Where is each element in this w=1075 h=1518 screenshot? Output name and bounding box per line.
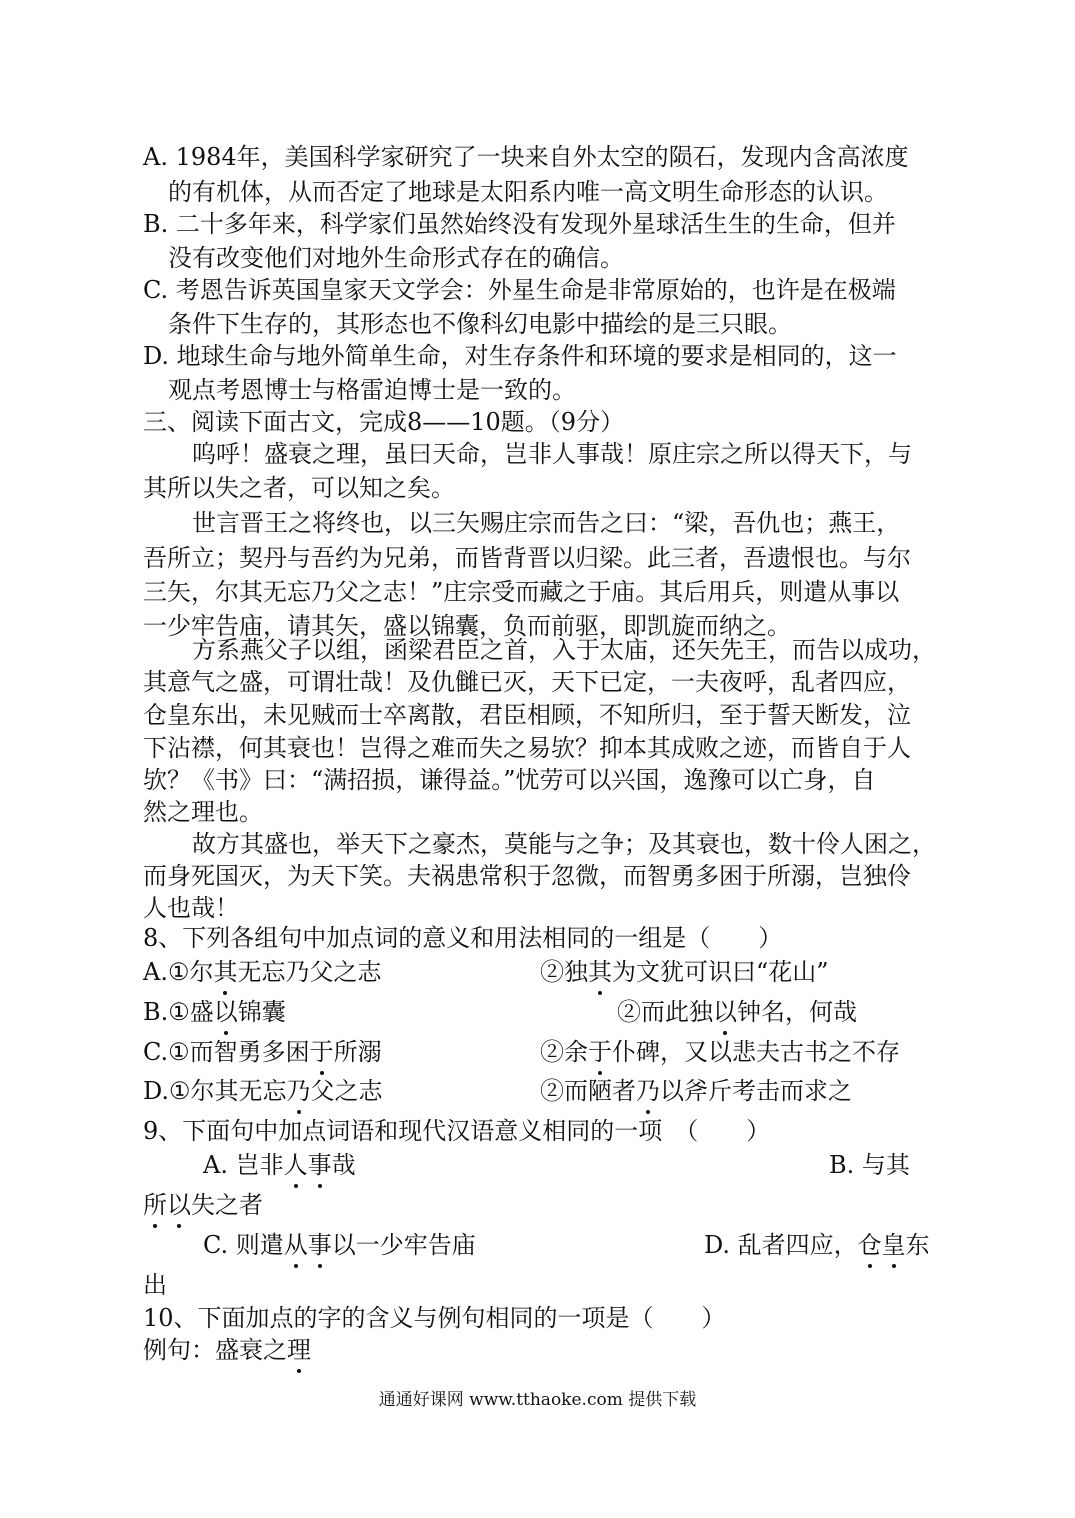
passage-line: 欤？《书》曰：“满招损，谦得益。”忧劳可以兴国，逸豫可以亡身，自 [143,766,876,794]
passage-line: 其所以失之者，可以知之矣。 [143,474,455,502]
q9-stem: 9、下面句中加点词语和现代汉语意义相同的一项 （ ） [143,1117,771,1145]
passage-line: 世言晋王之将终也，以三矢赐庄宗而告之曰：“梁，吾仇也；燕王， [192,509,901,537]
q8-option-b-left: B.①盛以锦囊 [143,998,286,1026]
dotted-char: 于 [309,1038,334,1066]
passage-line: 然之理也。 [143,798,263,826]
passage-line: 一少牢告庙，请其矢，盛以锦囊，负而前驱，即凯旋而纳之。 [143,612,791,640]
dotted-char: 人 [283,1151,308,1179]
dotted-char: 乃 [286,1077,311,1105]
q7-option-d-line2: 观点考恩博士与格雷迫博士是一致的。 [168,376,576,404]
section-3-heading: 三、阅读下面古文，完成8——10题。（9分） [143,408,625,436]
dotted-char: 乃 [636,1077,660,1105]
dotted-char: 理 [287,1336,311,1364]
q7-option-a-line1: A. 1984年，美国科学家研究了一块来自外太空的陨石，发现内含高浓度 [143,143,909,171]
q9-option-a: A. 岂非人事哉 [203,1151,356,1179]
dotted-char: 仓 [857,1231,882,1259]
q8-stem: 8、下列各组句中加点词的意义和用法相同的一组是（ ） [143,924,783,952]
q7-option-b-line2: 没有改变他们对地外生命形式存在的确信。 [168,244,624,272]
q9-option-b-start: B. 与其 [829,1151,910,1179]
dotted-char: 于 [588,1038,612,1066]
passage-line: 方系燕父子以组，函梁君臣之首，入于太庙，还矢先王，而告以成功， [192,636,936,664]
dotted-char: 以 [167,1191,191,1219]
dotted-char: 事 [307,1231,332,1259]
q7-option-b-line1: B. 二十多年来，科学家们虽然始终没有发现外星球活生生的生命，但并 [143,210,896,238]
passage-line: 人也哉！ [143,894,239,922]
passage-line: 其意气之盛，可谓壮哉！及仇雠已灭，天下已定，一夫夜呼，乱者四应， [143,668,911,696]
q10-example: 例句：盛衰之理 [143,1336,311,1364]
q7-option-c-line1: C. 考恩告诉英国皇家天文学会：外星生命是非常原始的，也许是在极端 [143,276,896,304]
q7-option-d-line1: D. 地球生命与地外简单生命，对生存条件和环境的要求是相同的，这一 [143,342,897,370]
q9-option-d: D. 乱者四应，仓皇东 [704,1231,930,1259]
q9-option-d-cont: 出 [143,1271,167,1299]
passage-line: 吾所立；契丹与吾约为兄弟，而皆背晋以归梁。此三者，吾遗恨也。与尔 [143,544,911,572]
q9-option-c: C. 则遣从事以一少牢告庙 [203,1231,476,1259]
passage-line: 而身死国灭，为天下笑。夫祸患常积于忽微，而智勇多困于所溺，岂独伶 [143,862,911,890]
dotted-char: 其 [588,958,612,986]
dotted-char: 事 [307,1151,332,1179]
q8-option-b-right: ②而此独以钟名，何哉 [617,998,857,1026]
dotted-char: 其 [213,958,238,986]
passage-line: 故方其盛也，举天下之豪杰，莫能与之争；及其衰也，数十伶人困之， [192,830,936,858]
passage-line: 下沾襟，何其衰也！岂得之难而失之易欤？抑本其成败之迹，而皆自于人 [143,734,911,762]
passage-line: 呜呼！盛衰之理，虽曰天命，岂非人事哉！原庄宗之所以得天下，与 [192,440,912,468]
q9-option-b-cont: 所以失之者 [143,1191,263,1219]
q10-stem: 10、下面加点的字的含义与例句相同的一项是（ ） [143,1304,726,1332]
passage-line: 仓皇东出，未见贼而士卒离散，君臣相顾，不知所归，至于誓天断发，泣 [143,701,911,729]
passage-line: 三矢，尔其无忘乃父之志！”庄宗受而藏之于庙。其后用兵，则遣从事以 [143,578,900,606]
dotted-char: 以 [213,998,238,1026]
q8-option-a-right: ②独其为文犹可识曰“花山” [540,958,829,986]
q8-option-d-left: D.①尔其无忘乃父之志 [143,1077,383,1105]
q8-option-d-right: ②而陋者乃以斧斤考击而求之 [540,1077,852,1105]
dotted-char: 以 [713,998,737,1026]
q7-option-a-line2: 的有机体，从而否定了地球是太阳系内唯一高文明生命形态的认识。 [168,178,888,206]
dotted-char: 所 [143,1191,167,1219]
page-footer: 通通好课网 www.tthaoke.com 提供下载 [378,1390,697,1410]
q8-option-c-left: C.①而智勇多困于所溺 [143,1038,382,1066]
dotted-char: 从 [283,1231,308,1259]
dotted-char: 皇 [881,1231,906,1259]
q7-option-c-line2: 条件下生存的，其形态也不像科幻电影中描绘的是三只眼。 [168,310,792,338]
q8-option-c-right: ②余于仆碑，又以悲夫古书之不存 [540,1038,900,1066]
q8-option-a-left: A.①尔其无忘乃父之志 [143,958,382,986]
